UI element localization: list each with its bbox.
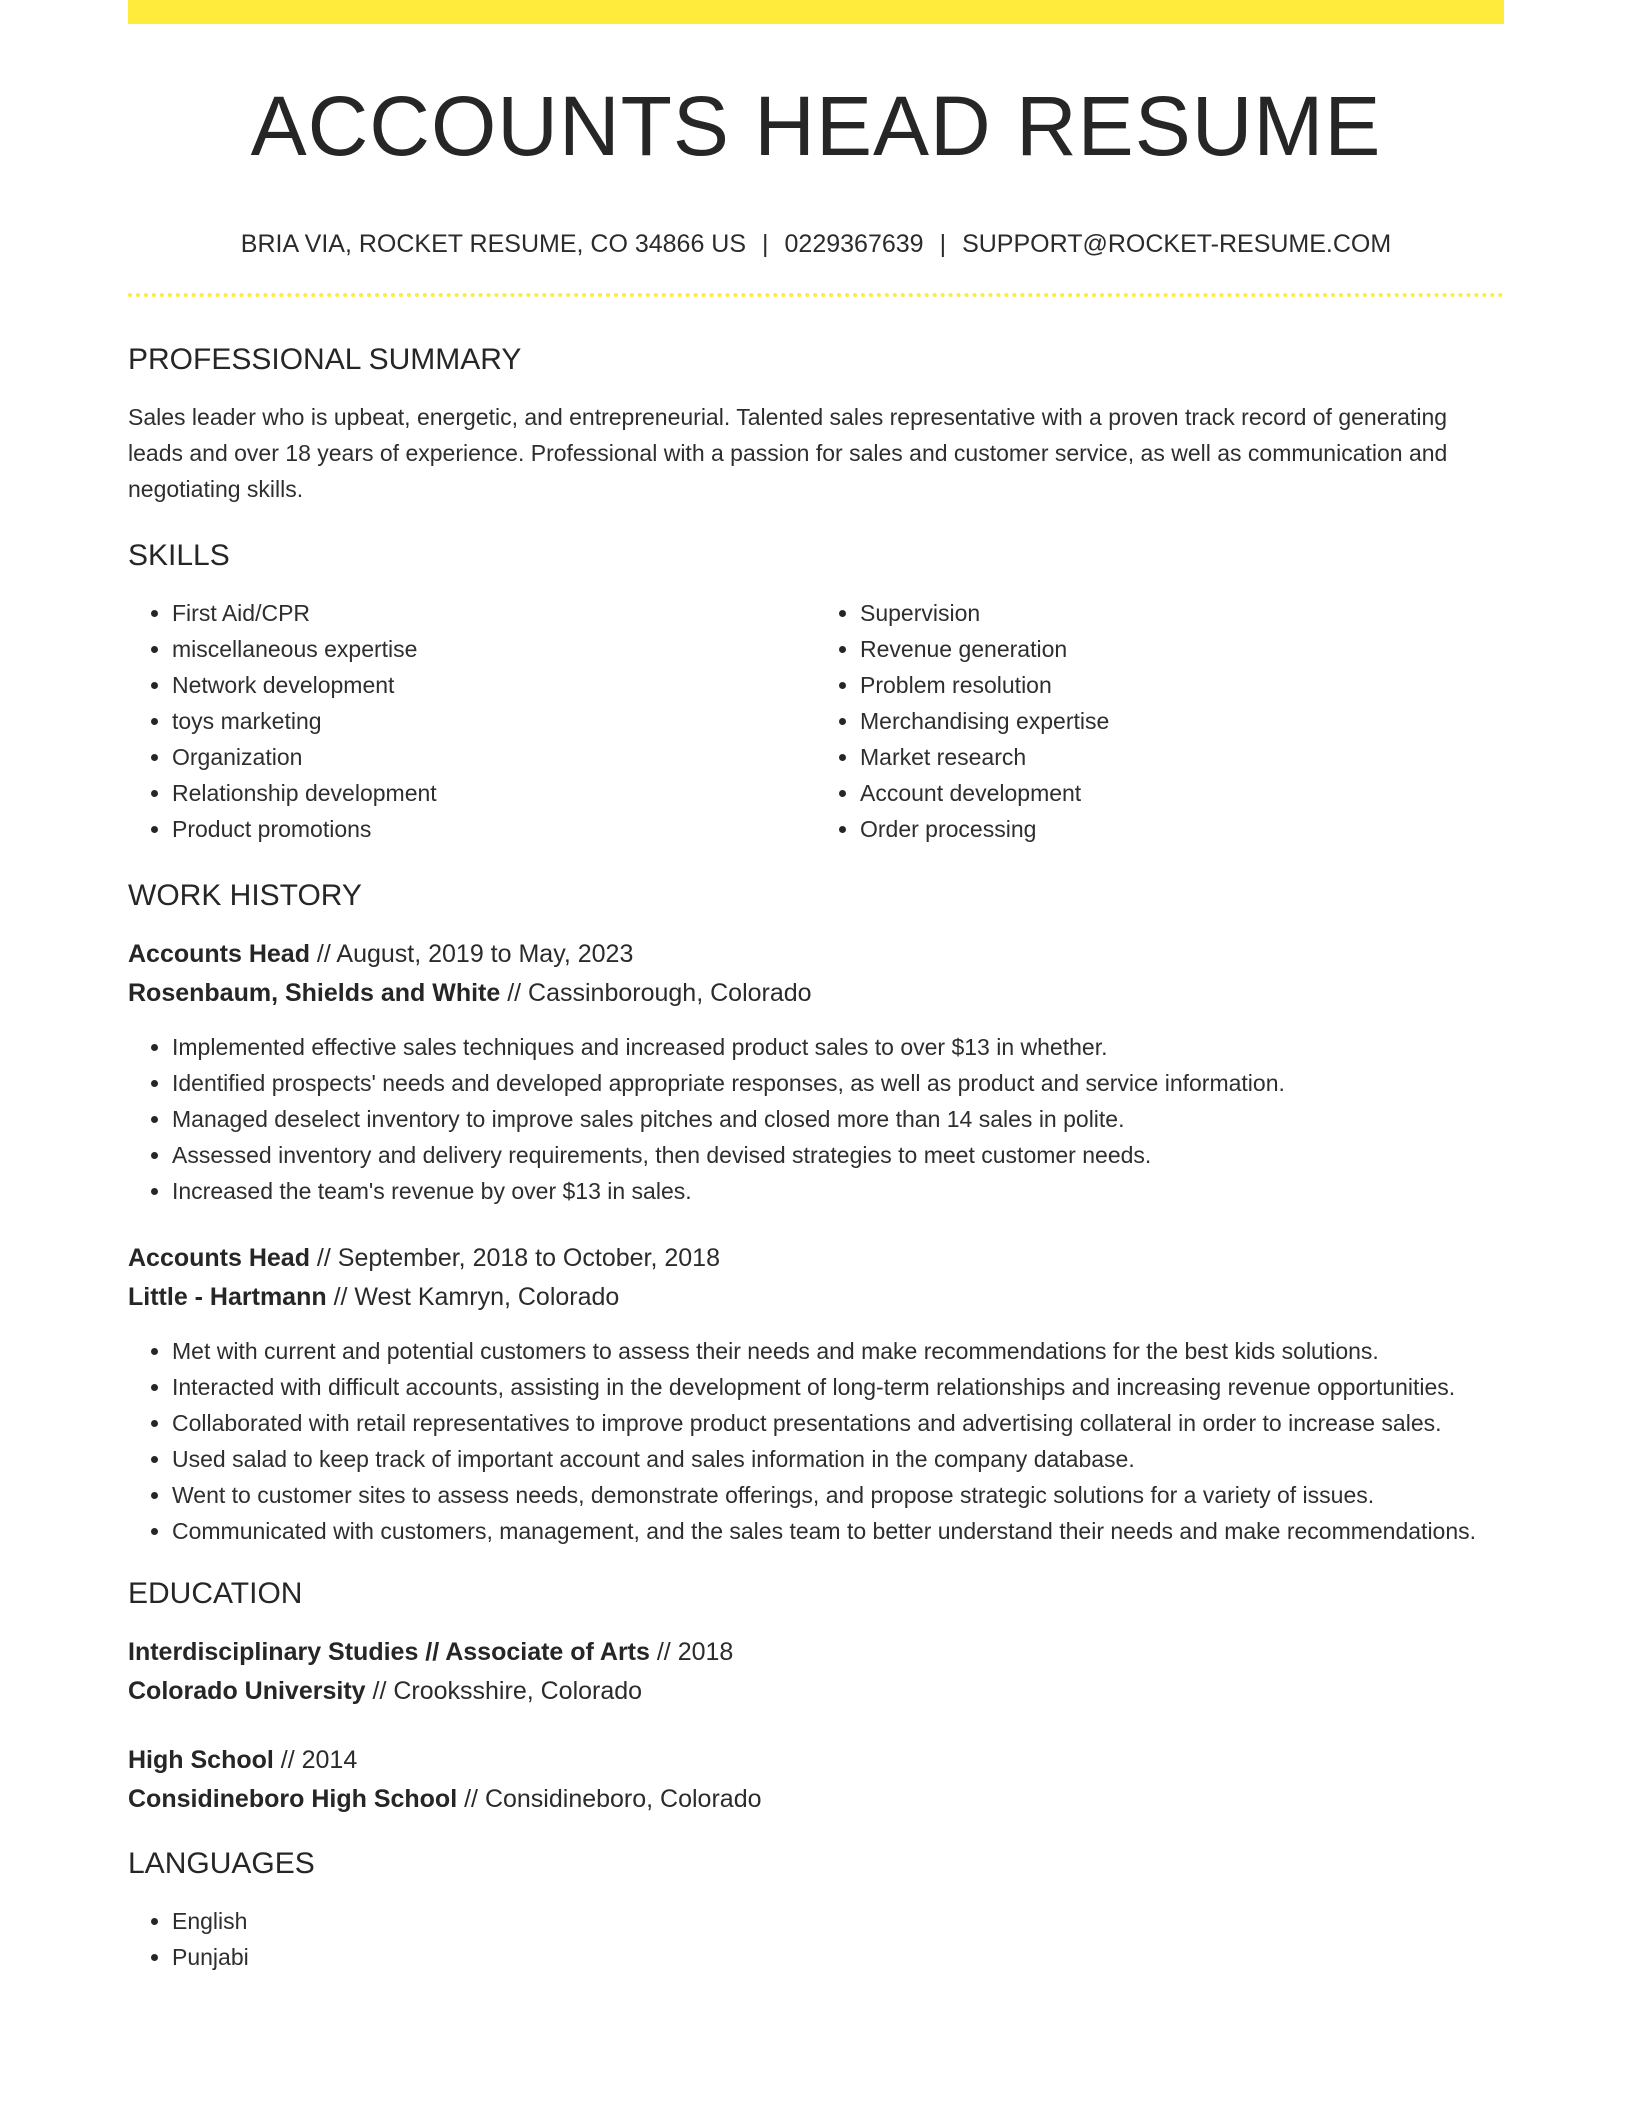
job-bullets (128, 1029, 1504, 1209)
job-company: Rosenbaum, Shields and White (128, 979, 501, 1007)
skill-item: • Revenue generation (860, 631, 1504, 667)
languages-section (128, 1845, 1504, 1975)
job-bullet: • Identified prospects' needs and developed appropriate responses, as well as product and service information. (172, 1065, 1504, 1101)
job-entry (128, 1239, 1504, 1549)
resume-title: ACCOUNTS HEAD RESUME (250, 79, 1382, 173)
job-dates: // August, 2019 to May, 2023 (309, 940, 634, 968)
contact-separator: | (762, 230, 769, 258)
job-bullet: • Interacted with difficult accounts, assisting in the development of long-term relationships and increasing revenue opportunities. (172, 1369, 1504, 1405)
job-bullet: • Collaborated with retail representatives to improve product presentations and advertising collateral in order to increase sales. (172, 1405, 1504, 1441)
languages-list (128, 1903, 1504, 1975)
job-location: // Cassinborough, Colorado (500, 979, 812, 1007)
job-title: Accounts Head (128, 1244, 310, 1272)
degree-line (128, 1633, 1504, 1672)
job-company: Little - Hartmann (128, 1283, 327, 1311)
skill-item: • Market research (860, 739, 1504, 775)
job-company-line (128, 1278, 1504, 1317)
skills-left-list (128, 595, 816, 847)
skill-item: • Network development (172, 667, 816, 703)
skill-item: • Merchandising expertise (860, 703, 1504, 739)
job-bullets (128, 1333, 1504, 1549)
contact-separator: | (939, 230, 947, 258)
dotted-divider (128, 293, 1504, 297)
language-item: • Punjabi (172, 1939, 1504, 1975)
education-entry (128, 1741, 1504, 1819)
job-bullet: • Communicated with customers, management, and the sales team to better understand their needs and make recommendations. (172, 1513, 1504, 1549)
education-section (128, 1575, 1504, 1819)
accent-bar (128, 0, 1504, 24)
job-bullet: • Implemented effective sales techniques and increased product sales to over $13 in whether. (172, 1029, 1504, 1065)
job-bullet: • Assessed inventory and delivery requirements, then devised strategies to meet customer needs. (172, 1137, 1504, 1173)
skill-item: • Relationship development (172, 775, 816, 811)
job-entry (128, 935, 1504, 1209)
skills-grid (128, 595, 1504, 847)
skills-section (128, 537, 1504, 847)
summary-heading: PROFESSIONAL SUMMARY (128, 343, 522, 376)
skills-heading: SKILLS (128, 539, 230, 572)
education-heading: EDUCATION (128, 1577, 303, 1610)
job-title-line (128, 935, 1504, 974)
job-bullet: • Met with current and potential customers to assess their needs and make recommendations for the best kids solutions. (172, 1333, 1504, 1369)
school-location: // Considineboro, Colorado (457, 1785, 762, 1813)
school: Considineboro High School (128, 1785, 458, 1813)
skill-item: • First Aid/CPR (172, 595, 816, 631)
contact-email: SUPPORT@ROCKET-RESUME.COM (962, 230, 1392, 258)
languages-heading: LANGUAGES (128, 1847, 315, 1880)
contact-address: BRIA VIA, ROCKET RESUME, CO 34866 US (240, 230, 747, 258)
job-company-line (128, 974, 1504, 1013)
contact-phone: 0229367639 (784, 230, 924, 258)
skill-item: • Order processing (860, 811, 1504, 847)
contact-line (128, 228, 1504, 260)
school-location: // Crooksshire, Colorado (365, 1677, 643, 1705)
language-item: • English (172, 1903, 1504, 1939)
school-line (128, 1672, 1504, 1711)
summary-section (128, 341, 1504, 507)
skill-item: • toys marketing (172, 703, 816, 739)
skill-item: • Product promotions (172, 811, 816, 847)
skill-item: • Organization (172, 739, 816, 775)
skill-item: • miscellaneous expertise (172, 631, 816, 667)
summary-text: Sales leader who is upbeat, energetic, and entrepreneurial. Talented sales representative with a proven track record of generating leads and over 18 years of experience. Professional with a passion for sales and customer service, as well as communication and negotiating skills. (128, 404, 1448, 502)
job-bullet: • Used salad to keep track of important account and sales information in the company database. (172, 1441, 1504, 1477)
job-title: Accounts Head (128, 940, 310, 968)
education-entry (128, 1633, 1504, 1711)
skill-item: • Problem resolution (860, 667, 1504, 703)
skill-item: • Supervision (860, 595, 1504, 631)
resume-page (128, 0, 1504, 1975)
skills-right-list (816, 595, 1504, 847)
job-bullet: • Went to customer sites to assess needs, demonstrate offerings, and propose strategic solutions for a variety of issues. (172, 1477, 1504, 1513)
job-bullet: • Increased the team's revenue by over $13 in sales. (172, 1173, 1504, 1209)
work-history-section (128, 877, 1504, 1549)
job-bullet: • Managed deselect inventory to improve sales pitches and closed more than 14 sales in polite. (172, 1101, 1504, 1137)
job-dates: // September, 2018 to October, 2018 (309, 1244, 720, 1272)
degree: Interdisciplinary Studies // Associate of Arts (128, 1638, 650, 1666)
degree-year: // 2018 (649, 1638, 734, 1666)
degree-year: // 2014 (273, 1746, 358, 1774)
job-location: // West Kamryn, Colorado (326, 1283, 620, 1311)
job-title-line (128, 1239, 1504, 1278)
school-line (128, 1780, 1504, 1819)
skill-item: • Account development (860, 775, 1504, 811)
school: Colorado University (128, 1677, 366, 1705)
degree: High School (128, 1746, 274, 1774)
work-history-heading: WORK HISTORY (128, 879, 362, 912)
degree-line (128, 1741, 1504, 1780)
